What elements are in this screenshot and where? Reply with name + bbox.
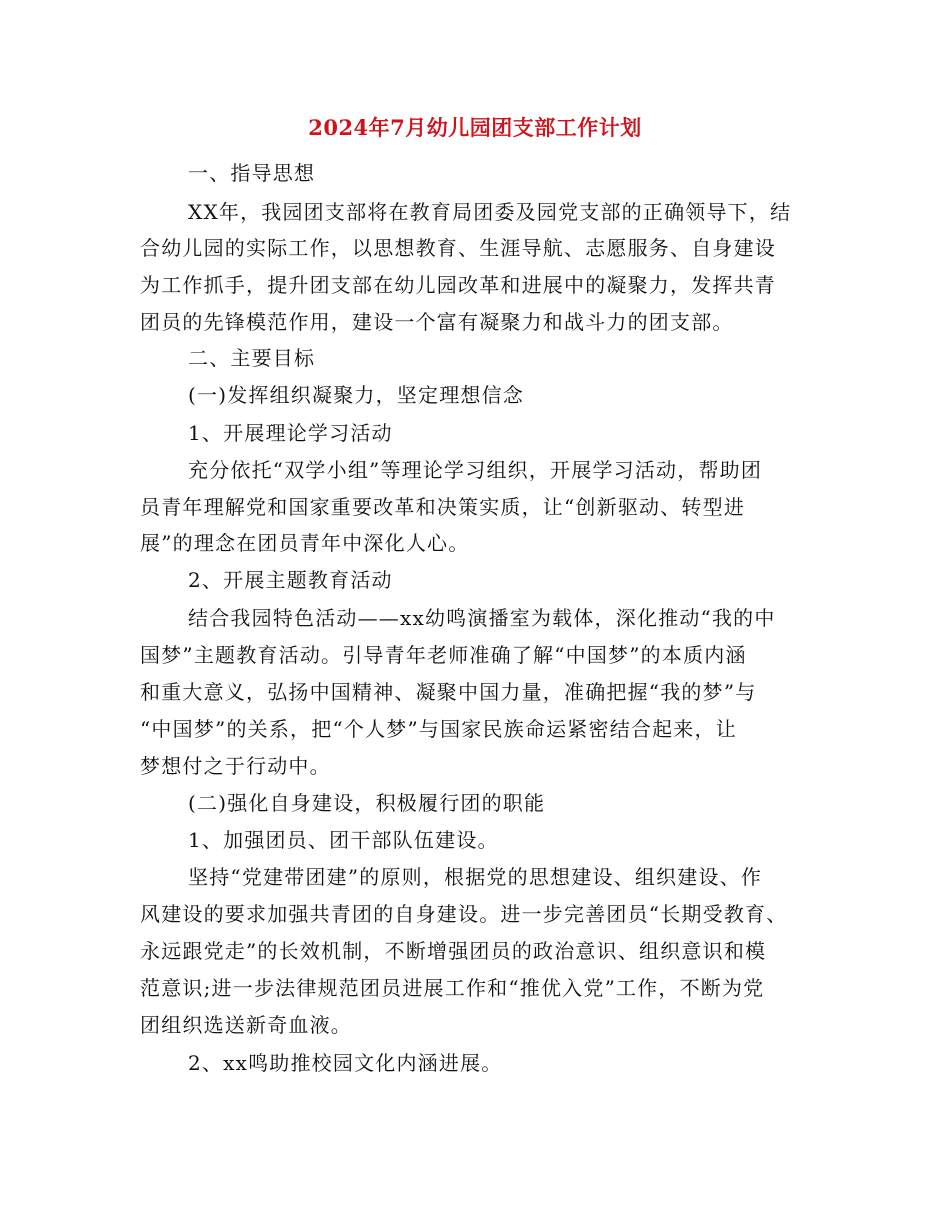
paragraph-line: 团组织选送新奇血液。 (140, 1013, 352, 1037)
paragraph-line: 风建设的要求加强共青团的自身建设。进一步完善团员“长期受教育、 (140, 902, 788, 926)
paragraph-line: 团员的先锋模范作用，建设一个富有凝聚力和战斗力的团支部。 (140, 310, 734, 334)
item-heading: 2、开展主题教育活动 (188, 568, 393, 592)
paragraph-line: 坚持“党建带团建”的原则，根据党的思想建设、组织建设、作 (188, 865, 763, 889)
item-heading: 1、开展理论学习活动 (188, 421, 393, 445)
section-heading-main-goals: 二、主要目标 (188, 346, 316, 370)
paragraph-line: 梦想付之于行动中。 (140, 754, 331, 778)
paragraph-line: 国梦”主题教育活动。引导青年老师准确了解“中国梦”的本质内涵 (140, 643, 747, 667)
item-heading: 1、加强团员、团干部队伍建设。 (188, 828, 499, 852)
paragraph-line: 和重大意义，弘扬中国精神、凝聚中国力量，准确把握“我的梦”与 (140, 680, 757, 704)
paragraph-line: 展”的理念在团员青年中深化人心。 (140, 531, 470, 555)
subsection-heading: (二)强化自身建设，积极履行团的职能 (188, 791, 546, 815)
paragraph-line: XX年，我园团支部将在教育局团委及园党支部的正确领导下，结 (188, 200, 792, 224)
paragraph-line: 永远跟党走”的长效机制，不断增强团员的政治意识、组织意识和模 (140, 939, 767, 963)
item-heading: 2、xx鸣助推校园文化内涵进展。 (188, 1051, 503, 1075)
paragraph-line: 范意识;进一步法律规范团员进展工作和“推优入党”工作，不断为党 (140, 976, 765, 1000)
paragraph-line: 为工作抓手，提升团支部在幼儿园改革和进展中的凝聚力，发挥共青 (140, 273, 776, 297)
document-title: 2024年7月幼儿园团支部工作计划 (308, 115, 642, 140)
paragraph-line: 结合我园特色活动——xx幼鸣演播室为载体，深化推动“我的中 (188, 606, 776, 630)
paragraph-line: 员青年理解党和国家重要改革和决策实质，让“创新驱动、转型进 (140, 495, 746, 519)
section-heading-guiding-ideology: 一、指导思想 (188, 161, 316, 185)
paragraph-line: 合幼儿园的实际工作，以思想教育、生涯导航、志愿服务、自身建设 (140, 236, 776, 260)
paragraph-line: 充分依托“双学小组”等理论学习组织，开展学习活动，帮助团 (188, 458, 763, 482)
paragraph-line: “中国梦”的关系，把“个人梦”与国家民族命运紧密结合起来，让 (140, 717, 737, 741)
subsection-heading: (一)发挥组织凝聚力，坚定理想信念 (188, 383, 525, 407)
